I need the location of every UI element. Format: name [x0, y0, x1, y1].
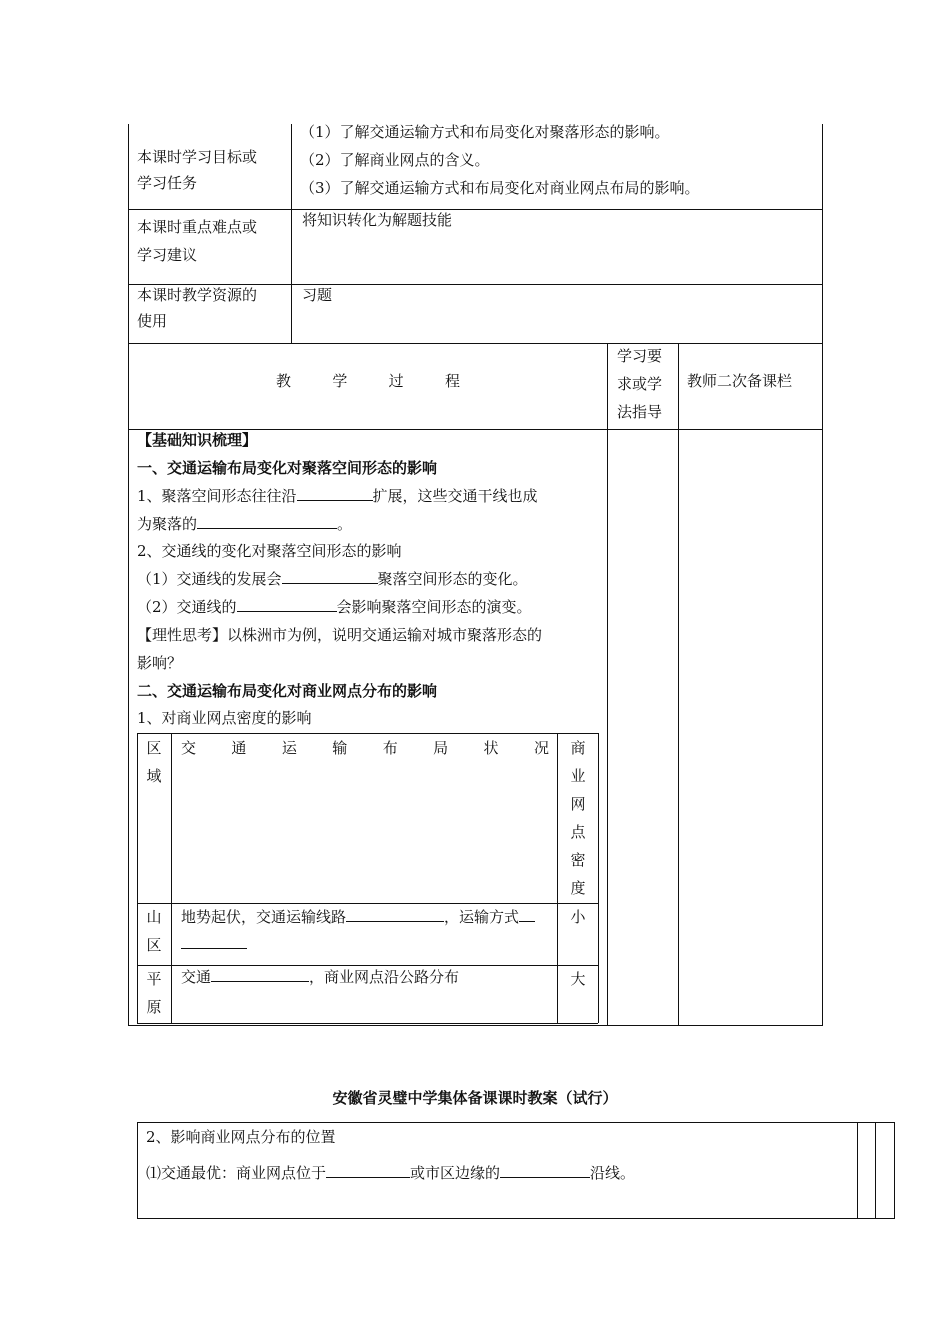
- page-2-line-2: ⑴交通最优：商业网点位于 或市区边缘的 沿线。: [146, 1164, 636, 1182]
- blank-5[interactable]: [346, 907, 444, 922]
- inner-table-row-1: [137, 903, 598, 904]
- goal-item-2: （2）了解商业网点的含义。: [300, 151, 490, 169]
- section-2-heading: 二、交通运输布局变化对商业网点分布的影响: [137, 682, 438, 700]
- paragraph-4: （2）交通线的 会影响聚落空间形态的演变。: [137, 598, 532, 616]
- inner-table-left: [137, 733, 138, 1023]
- think-paragraph: 【理性思考】以株洲市为例，说明交通运输对城市聚落形态的: [137, 626, 543, 644]
- table-right-border: [822, 124, 823, 1026]
- density-mountain: 小: [570, 908, 586, 926]
- blank-10[interactable]: [500, 1163, 590, 1178]
- resources-value: 习题: [302, 286, 333, 304]
- row-divider-3: [128, 343, 822, 344]
- page-2-col-2: [875, 1122, 876, 1218]
- resources-label: 本课时教学资源的 使用: [137, 286, 258, 330]
- blank-2[interactable]: [197, 514, 337, 529]
- inner-header-density: 商 业 网 点 密 度: [570, 739, 586, 897]
- status-plain: 交通 ，商业网点沿公路分布: [181, 968, 460, 986]
- basics-heading: 【基础知识梳理】: [137, 431, 258, 449]
- region-mountain: 山 区: [146, 908, 162, 954]
- process-title: 教 学 过 程: [276, 372, 460, 390]
- goal-item-1: （1）了解交通运输方式和布局变化对聚落形态的影响。: [300, 123, 670, 141]
- page-2-col-1: [857, 1122, 858, 1218]
- paragraph-3: （1）交通线的发展会 聚落空间形态的变化。: [137, 570, 528, 588]
- region-plain: 平 原: [146, 970, 162, 1016]
- density-plain: 大: [570, 970, 586, 988]
- page-2-line-1: 2、影响商业网点分布的位置: [146, 1128, 336, 1146]
- page-2-table-left: [137, 1122, 138, 1218]
- paragraph-1-cont: 为聚落的 。: [137, 515, 353, 533]
- row-divider-1: [128, 209, 822, 210]
- think-paragraph-cont: 影响？: [137, 654, 183, 672]
- table-left-border: [128, 124, 129, 1026]
- goal-item-3: （3）了解交通运输方式和布局变化对商业网点布局的影响。: [300, 179, 700, 197]
- blank-9[interactable]: [326, 1163, 410, 1178]
- key-points-value: 将知识转化为解题技能: [302, 211, 453, 229]
- blank-4[interactable]: [237, 597, 337, 612]
- table-bottom-border: [128, 1025, 822, 1026]
- blank-8[interactable]: [211, 967, 309, 982]
- inner-table-col-2: [557, 733, 558, 1023]
- paragraph-1: 1、聚落空间形态往往沿 扩展，这些交通干线也成: [137, 487, 538, 505]
- page-2-table-bottom: [137, 1218, 895, 1219]
- inner-table-right: [598, 733, 599, 1023]
- blank-1[interactable]: [297, 486, 373, 501]
- paragraph-2: 2、交通线的变化对聚落空间形态的影响: [137, 542, 402, 560]
- inner-table-top: [137, 733, 598, 734]
- inner-table-col-1: [171, 733, 172, 1023]
- inner-table-bottom: [137, 1023, 598, 1024]
- paragraph-5: 1、对商业网点密度的影响: [137, 709, 312, 727]
- blank-7[interactable]: [181, 948, 247, 949]
- status-mountain: 地势起伏，交通运输线路 ，运输方式: [181, 906, 535, 928]
- inner-header-status: 交 通 运 输 布 局 状 况: [181, 739, 549, 757]
- process-divider-1: [607, 343, 608, 1025]
- blank-3[interactable]: [282, 569, 378, 584]
- label-column-divider: [291, 124, 292, 343]
- blank-6[interactable]: [519, 907, 535, 922]
- page-2-table-top: [137, 1122, 895, 1123]
- teacher-notes-header: 教师二次备课栏: [687, 372, 793, 390]
- goals-label: 本课时学习目标或 学习任务: [137, 148, 258, 192]
- learning-requirements-header: 学习要 求或学 法指导: [617, 347, 663, 421]
- page-2-table-right: [894, 1122, 895, 1218]
- section-1-heading: 一、交通运输布局变化对聚落空间形态的影响: [137, 459, 438, 477]
- inner-header-region: 区 域: [146, 739, 162, 785]
- page-2-title: 安徽省灵璧中学集体备课课时教案（试行）: [332, 1089, 618, 1107]
- key-points-label: 本课时重点难点或 学习建议: [137, 218, 258, 264]
- process-divider-2: [678, 343, 679, 1025]
